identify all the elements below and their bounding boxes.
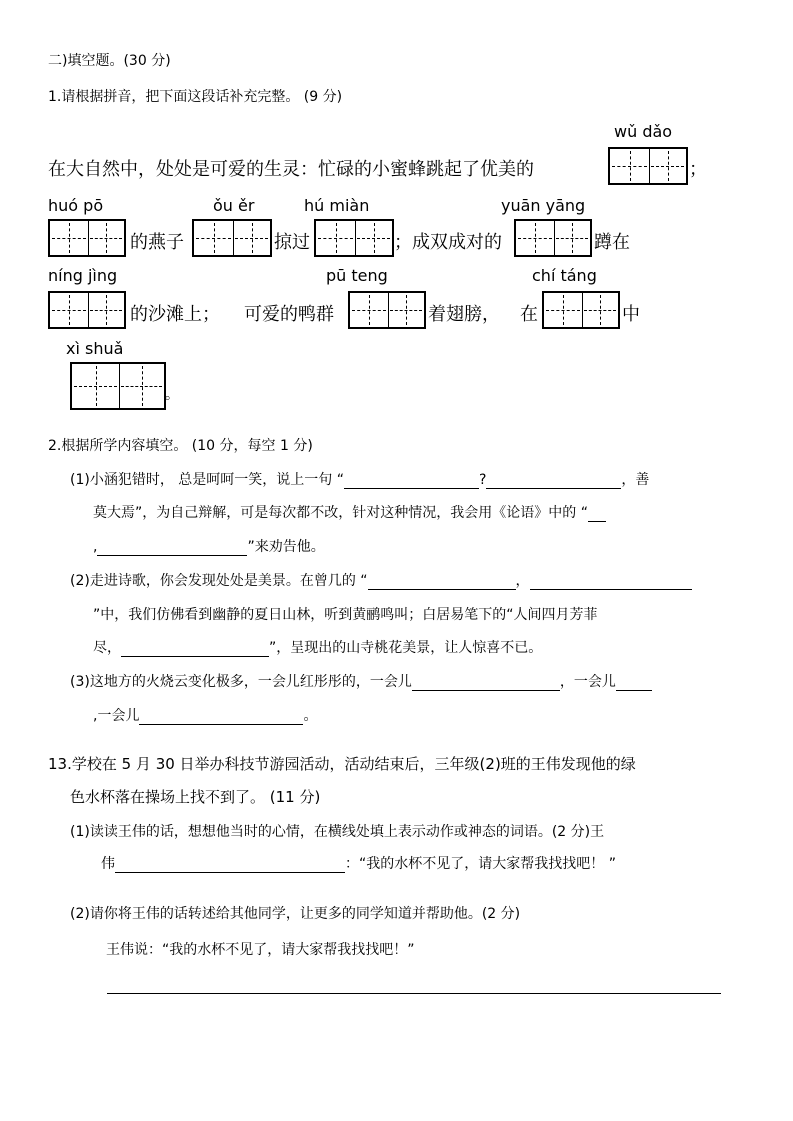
q1-line1-text: 在大自然中，处处是可爱的生灵：忙碌的小蜜蜂跳起了优美的 xyxy=(48,159,534,180)
q2-p1-text-f: ”来劝告他。 xyxy=(247,539,325,555)
q2-p3-text-a: (3)这地方的火烧云变化极多，一会儿红彤彤的，一会儿 xyxy=(70,674,412,690)
q13-s1-line2 xyxy=(101,853,616,873)
q2-p1-text-e: , xyxy=(93,539,98,555)
answer-box-ningjing[interactable] xyxy=(48,291,126,329)
answer-box-chitang[interactable] xyxy=(542,291,620,329)
q1-line2-a: 的燕子 xyxy=(130,232,184,253)
blank-q2-8[interactable] xyxy=(412,676,560,691)
q13-s1-text-a: 伟 xyxy=(101,856,115,872)
q13-title-line1: 13.学校在 5 月 30 日举办科技节游园活动，活动结束后，三年级(2)班的王伟发现他的绿 xyxy=(48,755,636,773)
blank-q2-7[interactable] xyxy=(121,642,269,657)
q1-title: 1.请根据拼音，把下面这段话补充完整。 (9 分) xyxy=(48,89,343,105)
q2-p3-text-c: ,一会儿 xyxy=(93,708,140,724)
blank-q2-5[interactable] xyxy=(368,575,516,590)
answer-box-xishua[interactable] xyxy=(70,362,166,410)
q2-p2-text-c: 尽， xyxy=(93,640,121,656)
answer-line-q13[interactable] xyxy=(107,993,721,994)
q2-p3-text-d: 。 xyxy=(303,708,318,724)
q2-p1-text-a: (1)小涵犯错时， 总是呵呵一笑，说上一句 “ xyxy=(70,472,344,488)
answer-box-ouer[interactable] xyxy=(192,219,272,257)
q1-line2-b: 掠过 xyxy=(274,232,310,253)
q2-p1-line1 xyxy=(70,469,649,489)
q2-p2-line3 xyxy=(93,637,542,657)
q1-line3-a: 的沙滩上； xyxy=(130,304,220,325)
q2-p1-text-c: ，善 xyxy=(621,472,650,488)
q2-p3-text-b: ，一会儿 xyxy=(559,674,616,690)
q1-line4-end: 。 xyxy=(165,387,179,403)
q2-p3-line2 xyxy=(93,705,317,725)
answer-box-huopo[interactable] xyxy=(48,219,126,257)
q1-line3-d: 在 xyxy=(520,304,538,325)
q2-p2-text-d: ”，呈现出的山寺桃花美景，让人惊喜不已。 xyxy=(269,640,543,656)
answer-box-wudao[interactable] xyxy=(608,147,688,185)
q2-p1-line2 xyxy=(93,502,606,522)
q1-line2-c: ；成双成对的 xyxy=(394,232,502,253)
q2-p2-text-a: (2)走进诗歌，你会发现处处是美景。在曾几的 “ xyxy=(70,573,368,589)
answer-box-humian[interactable] xyxy=(314,219,394,257)
q2-p2-line1 xyxy=(70,570,692,590)
q13-title-line2: 色水杯落在操场上找不到了。 (11 分) xyxy=(70,788,321,806)
blank-q13-1[interactable] xyxy=(115,858,345,873)
q2-p1-line3 xyxy=(93,536,325,556)
q13-s1-line1: (1)读读王伟的话，想想他当时的心情，在横线处填上表示动作或神态的词语。(2 分)王 xyxy=(70,824,605,840)
blank-q2-1[interactable] xyxy=(344,474,479,489)
blank-q2-3[interactable] xyxy=(588,507,606,522)
pinyin-wudao: wǔ dǎo xyxy=(614,122,673,141)
q2-p1-text-b: ? xyxy=(478,472,487,488)
q1-line3-c: 着翅膀， xyxy=(428,304,500,325)
pinyin-puteng: pū teng xyxy=(326,266,388,285)
blank-q2-9[interactable] xyxy=(616,676,652,691)
blank-q2-10[interactable] xyxy=(139,710,303,725)
q2-title: 2.根据所学内容填空。 (10 分，每空 1 分) xyxy=(48,438,313,454)
pinyin-humian: hú miàn xyxy=(304,196,370,215)
pinyin-ningjing: níng jìng xyxy=(48,266,118,285)
pinyin-yuanyang: yuān yāng xyxy=(501,196,586,215)
q13-s2-line1: (2)请你将王伟的话转述给其他同学，让更多的同学知道并帮助他。(2 分) xyxy=(70,906,521,922)
q1-line3-b: 可爱的鸭群 xyxy=(244,304,334,325)
q2-p2-text-b: ， xyxy=(515,573,530,589)
section-title: 二)填空题。(30 分) xyxy=(48,53,171,69)
pinyin-xishua: xì shuǎ xyxy=(66,339,124,358)
blank-q2-6[interactable] xyxy=(530,575,692,590)
q2-p3-line1 xyxy=(70,671,652,691)
pinyin-ouer: ǒu ěr xyxy=(213,196,255,215)
q2-p2-line2: ”中，我们仿佛看到幽静的夏日山林，听到黄鹂鸣叫；白居易笔下的“人间四月芳菲 xyxy=(93,607,598,623)
pinyin-huopo: huó pō xyxy=(48,196,104,215)
q1-line1-end: ； xyxy=(689,159,707,180)
pinyin-chitang: chí táng xyxy=(532,266,597,285)
q1-line3-e: 中 xyxy=(622,304,640,325)
q2-p1-text-d: 莫大焉”，为自己辩解，可是每次都不改，针对这种情况，我会用《论语》中的 “ xyxy=(93,505,588,521)
blank-q2-2[interactable] xyxy=(486,474,621,489)
answer-box-yuanyang[interactable] xyxy=(514,219,592,257)
q13-s2-line2: 王伟说：“我的水杯不见了，请大家帮我找找吧！” xyxy=(106,942,415,958)
answer-box-puteng[interactable] xyxy=(348,291,426,329)
q1-line2-d: 蹲在 xyxy=(594,232,630,253)
blank-q2-4[interactable] xyxy=(97,541,247,556)
q13-s1-text-b: ：“我的水杯不见了，请大家帮我找找吧！ ” xyxy=(345,856,616,872)
